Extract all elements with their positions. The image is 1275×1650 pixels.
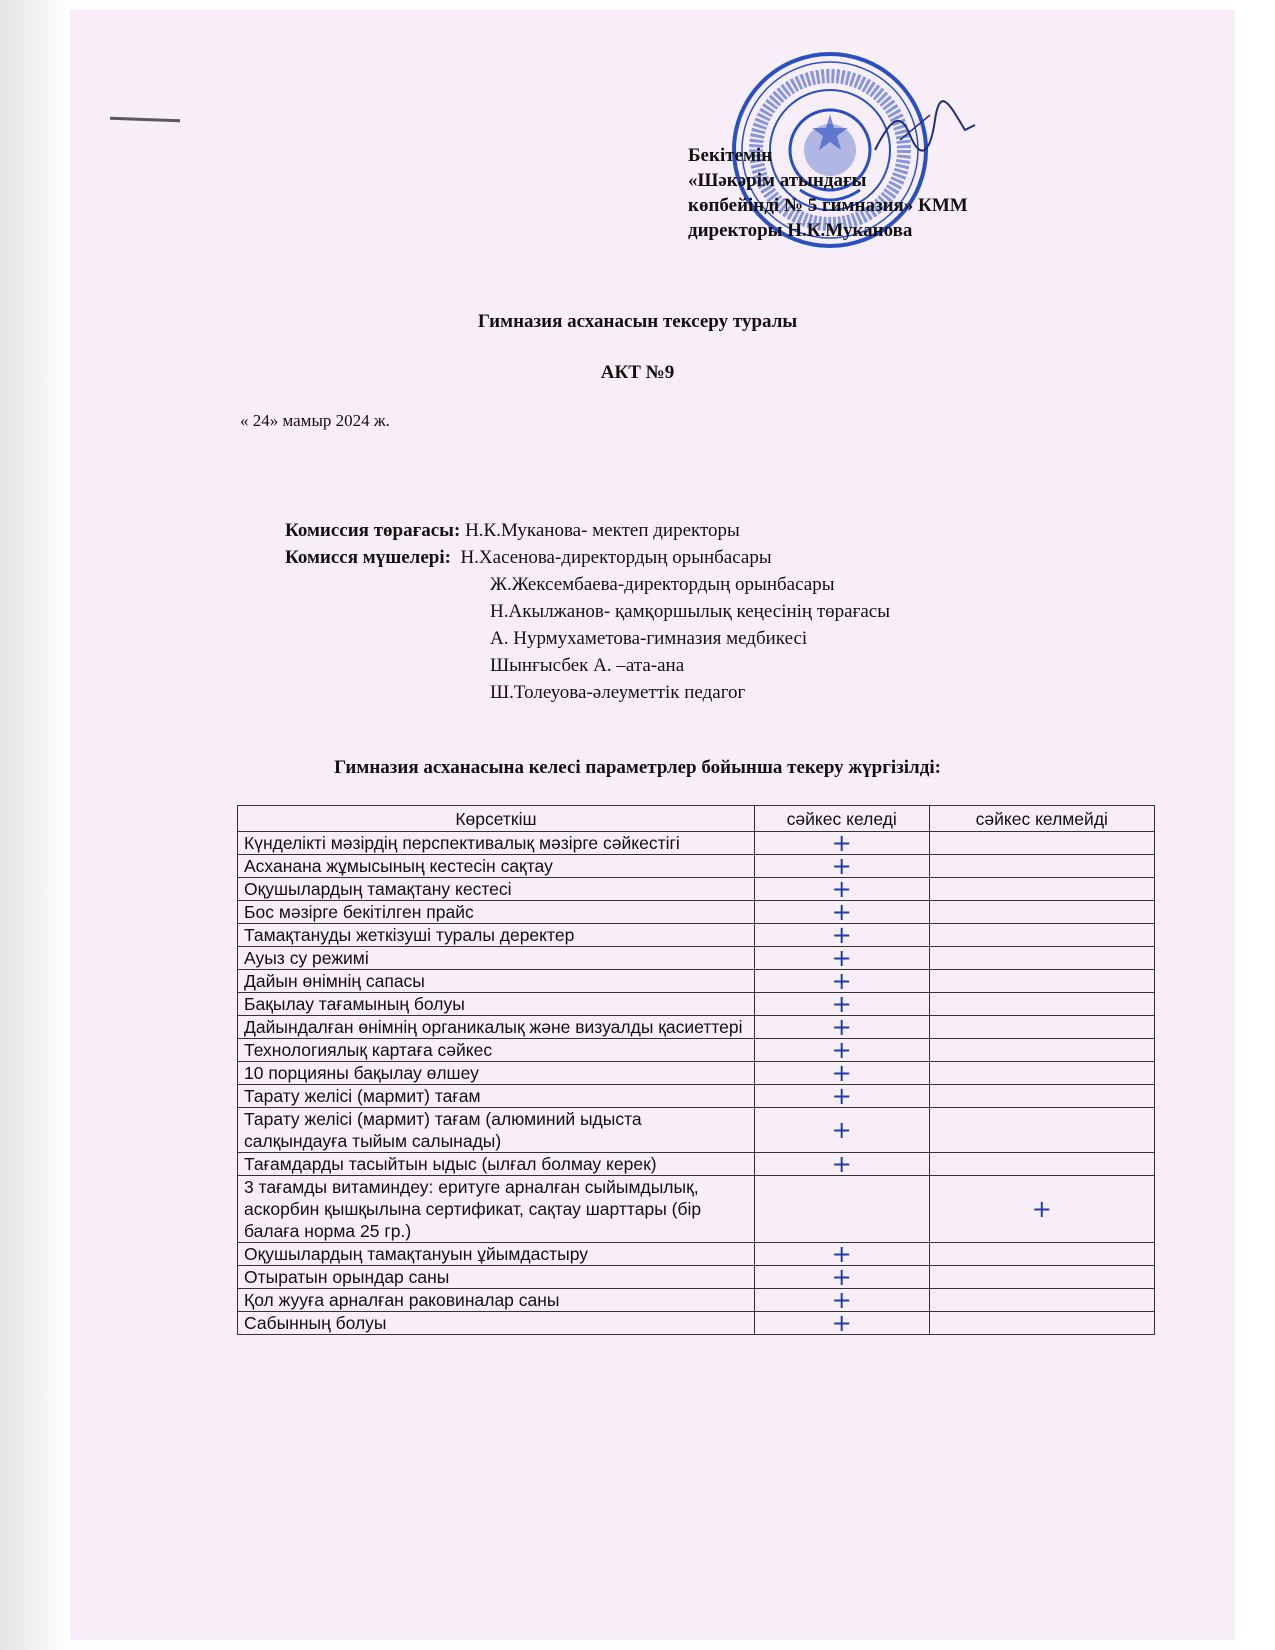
table-row: [238, 901, 1155, 924]
complies-mark: +: [754, 993, 929, 1016]
members-label: Комисся мүшелері:: [285, 547, 451, 568]
not-complies-mark: [929, 1062, 1154, 1085]
complies-mark: +: [754, 1153, 929, 1176]
table-row: [238, 970, 1155, 993]
approval-line-1: Бекітемін: [688, 145, 773, 166]
not-complies-mark: [929, 947, 1154, 970]
complies-mark: +: [754, 924, 929, 947]
indicator-cell: Асханана жұмысының кестесін сақтау: [238, 855, 755, 878]
not-complies-mark: [929, 1016, 1154, 1039]
not-complies-mark: [929, 1153, 1154, 1176]
not-complies-mark: [929, 855, 1154, 878]
indicator-cell: Тарату желісі (мармит) тағам (алюминий ыдыста салқындауға тыйым салынады): [238, 1108, 755, 1153]
chair-label: Комиссия төрағасы:: [285, 520, 461, 541]
member: Н.Хасенова-директордың орынбасары: [460, 547, 772, 568]
member: Ж.Жексембаева-директордың орынбасары: [490, 574, 835, 595]
chair-value: Н.К.Муканова- мектеп директоры: [465, 520, 740, 541]
parameters-heading: Гимназия асханасына келесі параметрлер бойынша текеру жүргізілді:: [334, 757, 941, 778]
indicator-cell: Дайын өнімнің сапасы: [238, 970, 755, 993]
header-indicator: Көрсеткіш: [238, 806, 755, 832]
complies-mark: +: [754, 1062, 929, 1085]
approval-block: [688, 143, 1088, 243]
complies-mark: +: [754, 947, 929, 970]
not-complies-mark: +: [929, 1176, 1154, 1243]
not-complies-mark: [929, 1289, 1154, 1312]
not-complies-mark: [929, 878, 1154, 901]
complies-mark: +: [754, 878, 929, 901]
approval-line-4: директоры Н.К.Муканова: [688, 220, 913, 241]
table-row: [238, 1153, 1155, 1176]
table-row: [238, 1176, 1155, 1243]
member: Ш.Толеуова-әлеуметтік педагог: [490, 682, 746, 703]
not-complies-mark: [929, 901, 1154, 924]
indicator-cell: Оқушылардың тамақтану кестесі: [238, 878, 755, 901]
complies-mark: +: [754, 1108, 929, 1153]
table-row: [238, 947, 1155, 970]
not-complies-mark: [929, 924, 1154, 947]
approval-line-3: көпбейінді № 5 гимназия» КММ: [688, 195, 968, 216]
indicator-cell: Тарату желісі (мармит) тағам: [238, 1085, 755, 1108]
indicator-cell: Сабынның болуы: [238, 1312, 755, 1335]
complies-mark: +: [754, 1016, 929, 1039]
complies-mark: +: [754, 832, 929, 855]
not-complies-mark: [929, 1266, 1154, 1289]
table-header-row: [238, 806, 1155, 832]
table-row: [238, 1016, 1155, 1039]
complies-mark: +: [754, 1312, 929, 1335]
not-complies-mark: [929, 1108, 1154, 1153]
complies-mark: [754, 1176, 929, 1243]
table-row: [238, 1108, 1155, 1153]
member: Н.Акылжанов- қамқоршылық кеңесінің төрағасы: [490, 601, 890, 622]
not-complies-mark: [929, 1039, 1154, 1062]
indicator-cell: Отыратын орындар саны: [238, 1266, 755, 1289]
table-row: [238, 924, 1155, 947]
indicator-cell: Оқушылардың тамақтануын ұйымдастыру: [238, 1243, 755, 1266]
complies-mark: +: [754, 1289, 929, 1312]
table-row: [238, 1243, 1155, 1266]
table-row: [238, 1266, 1155, 1289]
complies-mark: +: [754, 1243, 929, 1266]
table-row: [238, 832, 1155, 855]
not-complies-mark: [929, 1243, 1154, 1266]
commission-block: [285, 517, 890, 706]
complies-mark: +: [754, 1266, 929, 1289]
indicator-cell: Ауыз су режимі: [238, 947, 755, 970]
not-complies-mark: [929, 1312, 1154, 1335]
indicator-cell: Технологиялық картаға сәйкес: [238, 1039, 755, 1062]
indicator-cell: 3 тағамды витаминдеу: еритуге арналған сыйымдылық, аскорбин қышқылына сертификат, сақтау шарттары (бір балаға норма 25 гр.): [238, 1176, 755, 1243]
complies-mark: +: [754, 901, 929, 924]
header-not-complies: сәйкес келмейді: [929, 806, 1154, 832]
complies-mark: +: [754, 970, 929, 993]
act-number: АКТ №9: [600, 362, 675, 383]
commission-members-row: [285, 544, 890, 571]
indicator-cell: Тамақтануды жеткізуші туралы деректер: [238, 924, 755, 947]
not-complies-mark: [929, 970, 1154, 993]
indicator-cell: Бос мәзірге бекітілген прайс: [238, 901, 755, 924]
table-row: [238, 1312, 1155, 1335]
not-complies-mark: [929, 993, 1154, 1016]
indicator-cell: Күнделікті мәзірдің перспективалық мәзірге сәйкестігі: [238, 832, 755, 855]
header-complies: сәйкес келеді: [754, 806, 929, 832]
member: А. Нурмухаметова-гимназия медбикесі: [490, 628, 808, 649]
table-row: [238, 878, 1155, 901]
not-complies-mark: [929, 1085, 1154, 1108]
complies-mark: +: [754, 1085, 929, 1108]
member: Шынғысбек А. –ата-ана: [490, 655, 685, 676]
approval-line-2: «Шәкәрім атындағы: [688, 170, 867, 191]
complies-mark: +: [754, 1039, 929, 1062]
table-row: [238, 993, 1155, 1016]
table-row: [238, 1085, 1155, 1108]
table-row: [238, 855, 1155, 878]
complies-mark: +: [754, 855, 929, 878]
indicator-cell: Дайындалған өнімнің органикалық және визуалды қасиеттері: [238, 1016, 755, 1039]
indicator-cell: Тағамдарды тасыйтын ыдыс (ылғал болмау керек): [238, 1153, 755, 1176]
act-date: « 24» мамыр 2024 ж.: [240, 411, 390, 430]
table-row: [238, 1289, 1155, 1312]
table-row: [238, 1062, 1155, 1085]
commission-chair-row: [285, 517, 890, 544]
indicator-cell: Қол жууға арналған раковиналар саны: [238, 1289, 755, 1312]
not-complies-mark: [929, 832, 1154, 855]
document-title: Гимназия асханасын тексеру туралы: [477, 311, 798, 332]
indicator-cell: 10 порцияны бақылау өлшеу: [238, 1062, 755, 1085]
table-row: [238, 1039, 1155, 1062]
inspection-table: [237, 805, 1155, 1335]
indicator-cell: Бақылау тағамының болуы: [238, 993, 755, 1016]
scan-edge-shadow: [0, 0, 70, 1650]
